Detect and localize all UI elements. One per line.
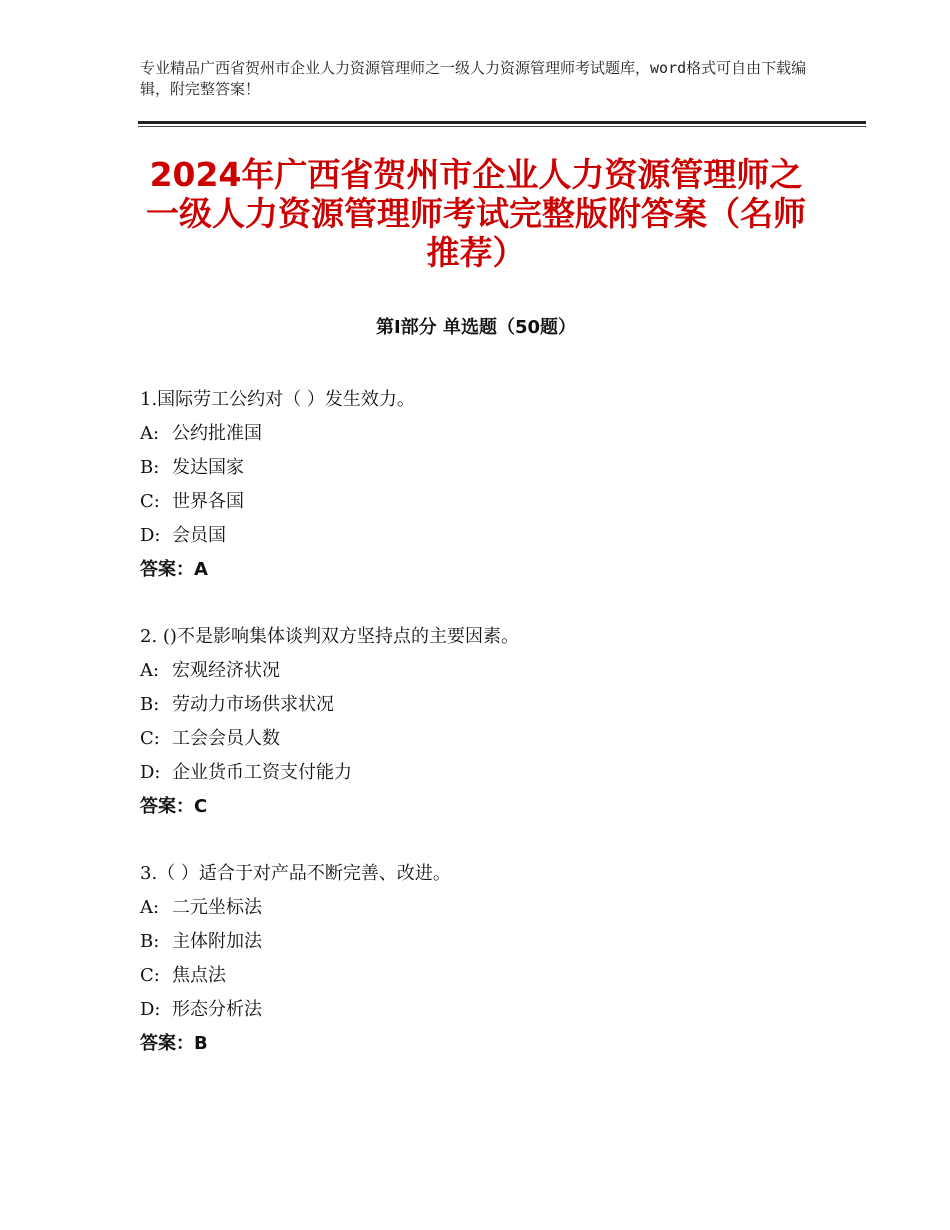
question-stem: 2. ()不是影响集体谈判双方坚持点的主要因素。 — [140, 626, 519, 647]
answer-line — [140, 1027, 840, 1061]
option-d — [140, 756, 840, 790]
answer-value: C — [194, 796, 208, 817]
option-a — [140, 417, 840, 451]
option-label: C: — [140, 728, 160, 749]
option-label: A: — [140, 423, 160, 444]
option-label: A: — [140, 660, 160, 681]
answer-value: B — [194, 1033, 208, 1054]
section-heading: 第Ⅰ部分 单选题（50题） — [375, 317, 576, 338]
option-label: B: — [140, 457, 160, 478]
answer-prefix: 答案： — [140, 1033, 194, 1054]
option-label: B: — [140, 931, 160, 952]
option-label: A: — [140, 897, 160, 918]
question-stem: 1.国际劳工公约对（ ）发生效力。 — [140, 389, 415, 410]
header-note: 专业精品广西省贺州市企业人力资源管理师之一级人力资源管理师考试题库，word格式可自由下载编辑，附完整答案！ — [140, 59, 807, 98]
option-d — [140, 993, 840, 1027]
answer-prefix: 答案： — [140, 796, 194, 817]
option-a — [140, 891, 840, 925]
option-label: D: — [140, 525, 161, 546]
option-b — [140, 451, 840, 485]
option-label: C: — [140, 965, 160, 986]
option-label: B: — [140, 694, 160, 715]
option-b — [140, 925, 840, 959]
answer-prefix: 答案： — [140, 559, 194, 580]
document-title: 2024年广西省贺州市企业人力资源管理师之一级人力资源管理师考试完整版附答案（名师推荐） — [146, 155, 806, 272]
option-text: 主体附加法 — [172, 931, 262, 952]
header-rule-thin — [138, 126, 866, 127]
answer-line — [140, 553, 840, 587]
option-text: 世界各国 — [172, 491, 244, 512]
option-label: C: — [140, 491, 160, 512]
option-label: D: — [140, 999, 161, 1020]
option-b — [140, 688, 840, 722]
question-3 — [140, 857, 840, 1061]
question-stem: 3.（ ）适合于对产品不断完善、改进。 — [140, 863, 451, 884]
option-text: 发达国家 — [172, 457, 244, 478]
option-d — [140, 519, 840, 553]
question-1 — [140, 383, 840, 587]
answer-line — [140, 790, 840, 824]
option-text: 会员国 — [172, 525, 226, 546]
option-c — [140, 722, 840, 756]
question-list — [140, 383, 840, 1094]
option-label: D: — [140, 762, 161, 783]
option-a — [140, 654, 840, 688]
option-c — [140, 485, 840, 519]
option-text: 公约批准国 — [172, 423, 262, 444]
option-text: 二元坐标法 — [172, 897, 262, 918]
option-text: 劳动力市场供求状况 — [172, 694, 334, 715]
option-c — [140, 959, 840, 993]
option-text: 企业货币工资支付能力 — [172, 762, 352, 783]
option-text: 焦点法 — [172, 965, 226, 986]
option-text: 工会会员人数 — [172, 728, 280, 749]
option-text: 形态分析法 — [172, 999, 262, 1020]
option-text: 宏观经济状况 — [172, 660, 280, 681]
header-rule-thick — [138, 121, 866, 124]
answer-value: A — [194, 559, 208, 580]
question-2 — [140, 620, 840, 824]
